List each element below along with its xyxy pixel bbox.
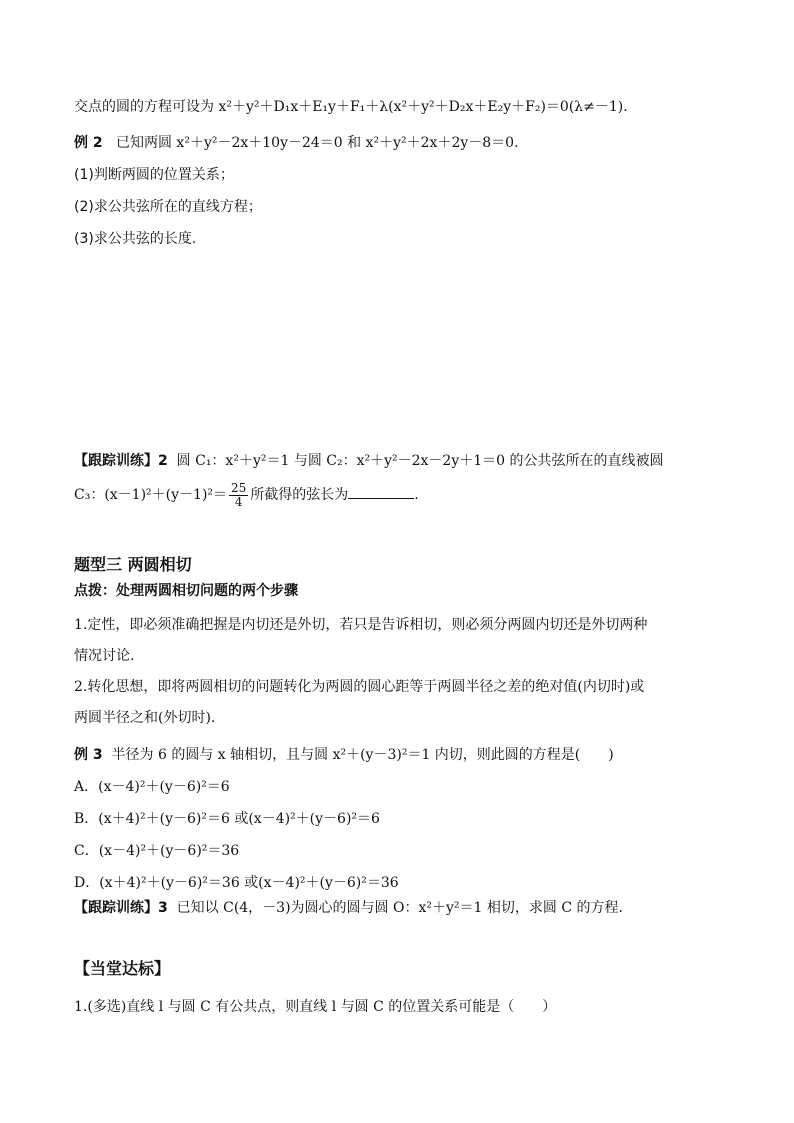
tip-1-line-1: 1.定性，即必须准确把握是内切还是外切，若只是告诉相切，则必须分两圆内切还是外切两种: [74, 617, 648, 633]
option-b[interactable]: B．(x＋4)²＋(y－6)²＝6 或(x－4)²＋(y－6)²＝6: [74, 811, 380, 827]
fraction-denominator: 4: [234, 494, 243, 509]
example-2-question-2: (2)求公共弦所在的直线方程；: [74, 199, 262, 215]
tracking-3-label: 【跟踪训练】3: [74, 900, 168, 916]
tracking-2-text-2: 所截得的弦长为: [250, 487, 349, 503]
example-2-label: 例 2: [74, 135, 103, 151]
option-c[interactable]: C．(x－4)²＋(y－6)²＝36: [74, 843, 240, 859]
tracking-2-circle-c3: C₃：(x－1)²＋(y－1)²＝: [74, 487, 228, 503]
section-3-title: 题型三 两圆相切: [74, 555, 192, 574]
class-question-1: 1.(多选)直线 l 与圆 C 有公共点，则直线 l 与圆 C 的位置关系可能是（ ）: [74, 999, 557, 1015]
example-3-text: 半径为 6 的圆与 x 轴相切，且与圆 x²＋(y－3)²＝1 内切，则此圆的方程是( ): [111, 747, 614, 763]
tip-1-line-2: 情况讨论.: [74, 648, 135, 664]
tracking-3-text: 已知以 C(4，－3)为圆心的圆与圆 O：x²＋y²＝1 相切，求圆 C 的方程.: [176, 900, 623, 916]
option-d[interactable]: D．(x＋4)²＋(y－6)²＝36 或(x－4)²＋(y－6)²＝36: [74, 875, 399, 891]
example-2-text: 已知两圆 x²＋y²－2x＋10y－24＝0 和 x²＋y²＋2x＋2y－8＝0.: [115, 135, 519, 151]
intro-equation: 交点的圆的方程可设为 x²＋y²＋D₁x＋E₁y＋F₁＋λ(x²＋y²＋D₂x＋E₂y＋F₂)＝0(λ≠－1)．: [74, 99, 638, 115]
example-2-question-1: (1)判断两圆的位置关系；: [74, 167, 234, 183]
tracking-2-label: 【跟踪训练】2: [74, 453, 168, 469]
tip-2-line-1: 2.转化思想，即将两圆相切的问题转化为两圆的圆心距等于两圆半径之差的绝对值(内切时)或: [74, 679, 645, 695]
tracking-2-period: .: [414, 487, 419, 503]
fraction-numerator: 25: [231, 480, 247, 495]
example-2-stem: [74, 134, 519, 152]
tracking-3: [74, 899, 623, 917]
example-3-stem: [74, 746, 614, 764]
tip-2-line-2: 两圆半径之和(外切时).: [74, 710, 216, 726]
option-a[interactable]: A．(x－4)²＋(y－6)²＝6: [74, 779, 230, 795]
fraction: [229, 482, 248, 509]
example-2-question-3: (3)求公共弦的长度.: [74, 231, 197, 247]
tracking-2-line-1: [74, 452, 664, 470]
tracking-2-line-2: [74, 480, 419, 510]
class-section-title: 【当堂达标】: [74, 959, 171, 978]
example-3-label: 例 3: [74, 747, 103, 763]
answer-blank[interactable]: [348, 486, 414, 499]
tracking-2-text-1: 圆 C₁：x²＋y²＝1 与圆 C₂：x²＋y²－2x－2y＋1＝0 的公共弦所在的直线被圆: [176, 453, 664, 469]
tip-title: 点拨：处理两圆相切问题的两个步骤: [74, 583, 298, 599]
